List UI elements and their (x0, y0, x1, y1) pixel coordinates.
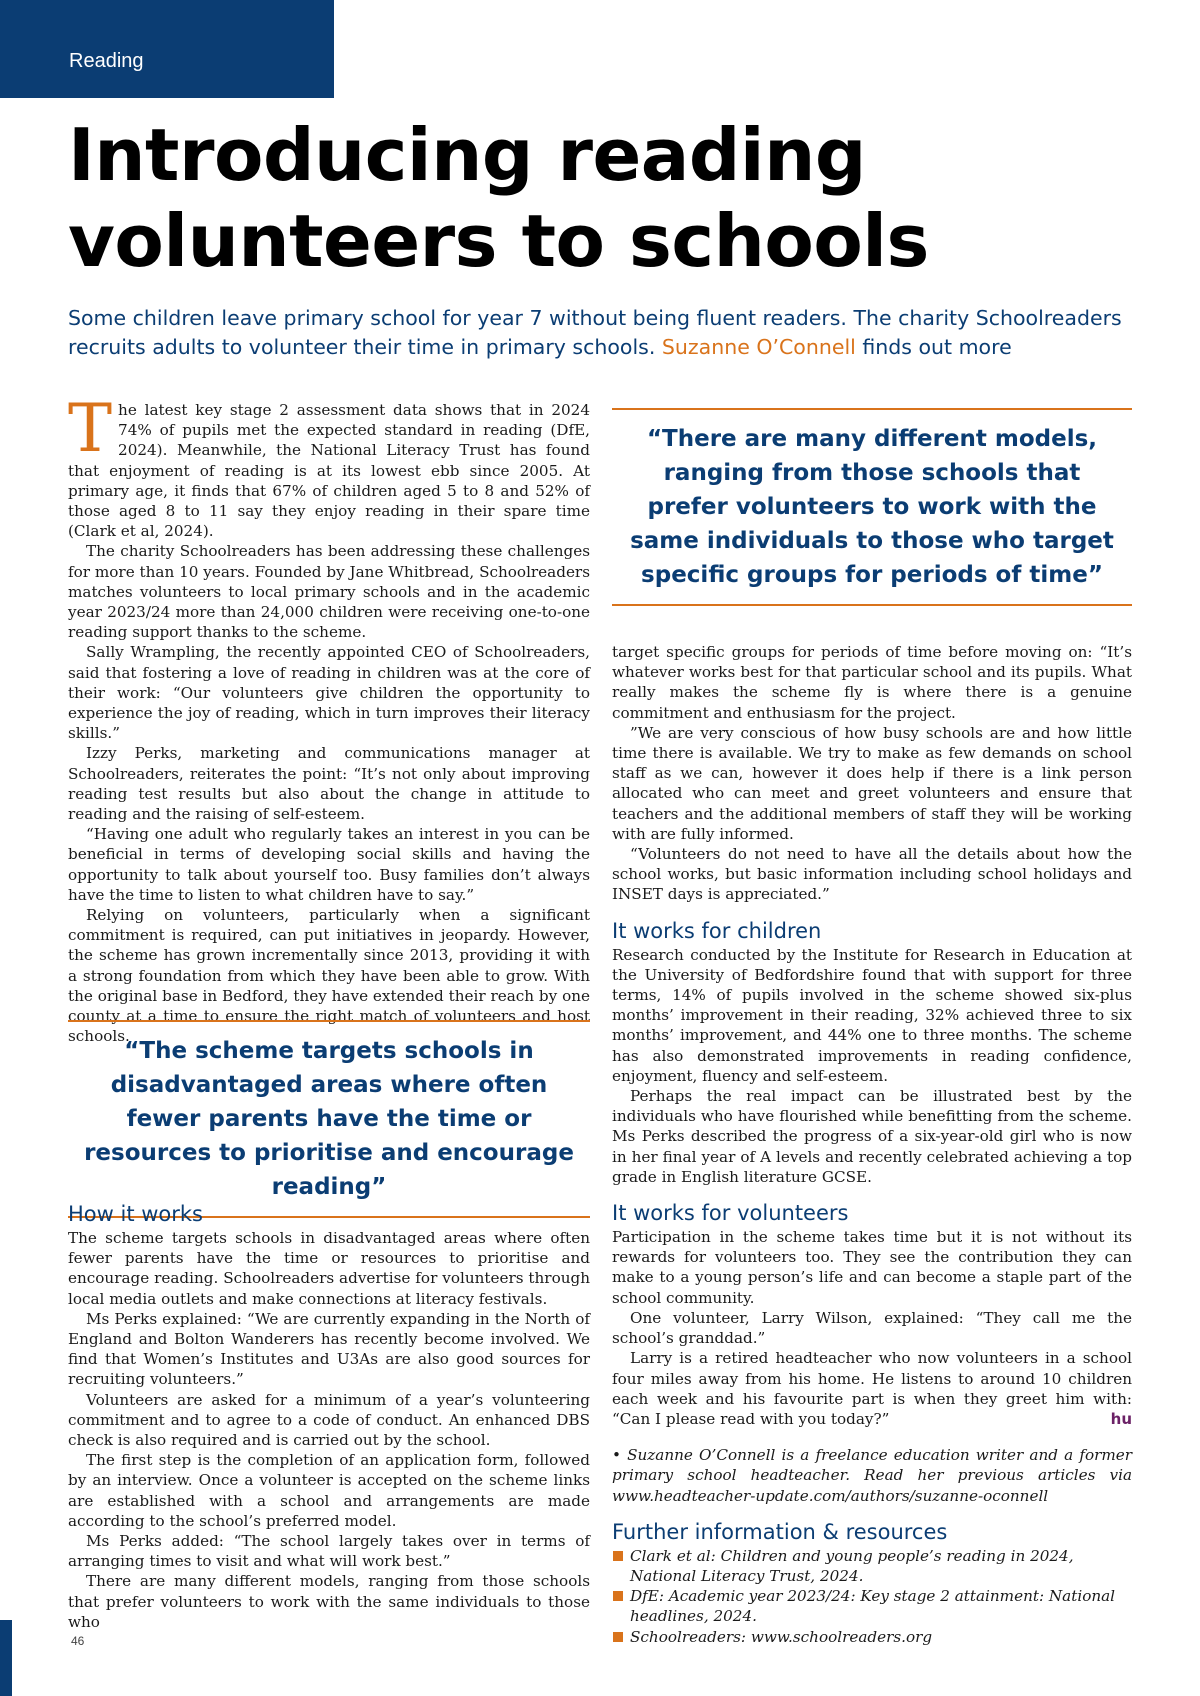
drop-cap: T (68, 390, 113, 467)
body-paragraph: The first step is the completion of an application form, followed by an interview. Once a volunteer is accepted on the scheme links are established with a school and arrangements are made according to the school’s preferred model. (68, 1451, 590, 1530)
body-text: Larry is a retired headteacher who now volunteers in a school four miles away from his home. He listens to around 10 children each week and his favourite part is when they greet him with: “Can I please read with you today?” (612, 1349, 1132, 1428)
right-column (612, 642, 1132, 1647)
body-paragraph: Relying on volunteers, particularly when a significant commitment is required, can put initiatives in jeopardy. However, the scheme has grown incrementally since 2013, providing it with a strong foundation from which they have been able to grow. With the original base in Bedford, they have extended their reach by one county at a time to ensure the right match of volunteers and host schools. (68, 906, 590, 1046)
heading-works-for-volunteers: It works for volunteers (612, 1201, 849, 1226)
heading-works-for-children: It works for children (612, 918, 822, 943)
body-paragraph: Ms Perks added: “The school largely takes over in terms of arranging times to visit and what will work best.” (68, 1532, 590, 1571)
body-paragraph: ”We are very conscious of how busy schools are and how little time there is available. We try to make as few demands on school staff as we can, however it does help if there is a link person allocated who can meet and greet volunteers and ensure that teachers and the additional members of staff they will be working with are fully informed. (612, 723, 1132, 843)
left-column-top (68, 390, 590, 1047)
body-paragraph: The charity Schoolreaders has been addressing these challenges for more than 10 years. Founded by Jane Whitbread, Schoolreaders matches volunteers to local primary schools and in the academic year 2023/24 more than 24,000 children were receiving one-to-one reading support thanks to the scheme. (68, 542, 590, 642)
body-paragraph: Ms Perks explained: “We are currently expanding in the North of England and Bolton Wanderers has recently become involved. We find that Women’s Institutes and U3As are also good sources for recruiting volunteers.” (68, 1309, 590, 1389)
resource-item: DfE: Academic year 2023/24: Key stage 2 attainment: National headlines, 2024. (612, 1586, 1132, 1626)
resource-item: Schoolreaders: www.schoolreaders.org (612, 1627, 1132, 1647)
intro-text: he latest key stage 2 assessment data shows that in 2024 74% of pupils met the expected standard in reading (DfE, 2024). Meanwhile, the National Literacy Trust has found that enjoyment of reading is at its lowest ebb since 2005. At primary age, it finds that 67% of children aged 5 to 8 and 52% of those aged 8 to 11 say they enjoy reading in their spare time (Clark et al, 2024). (68, 401, 590, 541)
body-paragraph: Research conducted by the Institute for Research in Education at the University of Bedfordshire found that with support for three terms, 14% of pupils involved in the scheme showed six-plus months’ improvement in their reading, 32% achieved three to six months’ improvement, and 44% one to three months. The scheme has also demonstrated improvements in reading confidence, enjoyment, fluency and self-esteem. (612, 945, 1132, 1085)
author-bio: • Suzanne O’Connell is a freelance education writer and a former primary school headteacher. Read her previous articles via www.headteacher-update.com/authors/suzanne-oconnell (612, 1446, 1132, 1505)
body-paragraph: target specific groups for periods of time before moving on: “It’s whatever works best for that particular school and its pupils. What really makes the scheme fly is where there is a genuine commitment and enthusiasm for the project. (612, 643, 1132, 722)
pull-quote-right (612, 408, 1132, 606)
body-paragraph: The scheme targets schools in disadvantaged areas where often fewer parents have the time or resources to prioritise and encourage reading. Schoolreaders advertise for volunteers through local media outlets and make connections at literacy festivals. (68, 1229, 590, 1308)
body-paragraph: “Volunteers do not need to have all the details about how the school works, but basic information including school holidays and INSET days is appreciated.” (612, 845, 1132, 904)
left-column-bottom (68, 1188, 590, 1632)
page-number: 46 (71, 1634, 85, 1648)
section-tab (0, 0, 334, 98)
body-paragraph: “Having one adult who regularly takes an interest in you can be beneficial in terms of developing social skills and having the opportunity to talk about yourself too. Busy families don’t always have the time to listen to what children have to say.” (68, 825, 590, 904)
publication-end-mark: hu (1110, 1409, 1132, 1428)
body-paragraph: Izzy Perks, marketing and communications manager at Schoolreaders, reiterates the point: “It’s not only about improving reading test results but also about the change in attitude to reading and the raising of self-esteem. (68, 744, 590, 824)
body-paragraph: Sally Wrampling, the recently appointed CEO of Schoolreaders, said that fostering a love of reading in children was at the core of their work: “Our volunteers give children the opportunity to experience the joy of reading, which in turn improves their literacy skills.” (68, 643, 590, 743)
body-paragraph: Perhaps the real impact can be illustrated best by the individuals who have flourished while benefitting from the scheme. Ms Perks described the progress of a six-year-old girl who is now in her final year of A levels and recently celebrated achieving a top grade in English literature GCSE. (612, 1087, 1132, 1186)
section-label: Reading (69, 50, 144, 72)
pull-quote-text: “There are many different models, ranging from those schools that prefer volunteers to work with the same individuals to those who target specific groups for periods of time” (630, 426, 1114, 588)
standfirst (68, 304, 1148, 362)
standfirst-text: Some children leave primary school for year 7 without being fluent readers. The charity Schoolreaders recruits adults to volunteer their time in primary schools. (68, 306, 1122, 359)
body-paragraph: One volunteer, Larry Wilson, explained: “They call me the school’s granddad.” (612, 1308, 1132, 1348)
pull-quote-text: “The scheme targets schools in disadvantaged areas where often fewer parents have the time or resources to prioritise and encourage reading” (84, 1038, 574, 1200)
page-edge-bar (0, 1620, 12, 1696)
heading-resources: Further information & resources (612, 1519, 948, 1544)
body-paragraph (612, 1348, 1132, 1429)
body-paragraph: Volunteers are asked for a minimum of a year’s volunteering commitment and to agree to a code of conduct. An enhanced DBS check is also required and is carried out by the school. (68, 1390, 590, 1450)
resource-item: Clark et al: Children and young people’s reading in 2024, National Literacy Trust, 2024. (612, 1546, 1132, 1586)
standfirst-suffix: finds out more (862, 335, 1012, 359)
resources-list (612, 1546, 1132, 1647)
headline: Introducing reading volunteers to schools (68, 113, 929, 283)
body-paragraph: There are many different models, ranging from those schools that prefer volunteers to work with the same individuals to those who (68, 1572, 590, 1631)
body-paragraph: Participation in the scheme takes time but it is not without its rewards for volunteers too. They see the contribution they can make to a young person’s life and can become a staple part of the school community. (612, 1228, 1132, 1307)
author-name: Suzanne O’Connell (661, 335, 856, 359)
heading-how-it-works: How it works (68, 1202, 203, 1226)
intro-paragraph (68, 390, 590, 541)
